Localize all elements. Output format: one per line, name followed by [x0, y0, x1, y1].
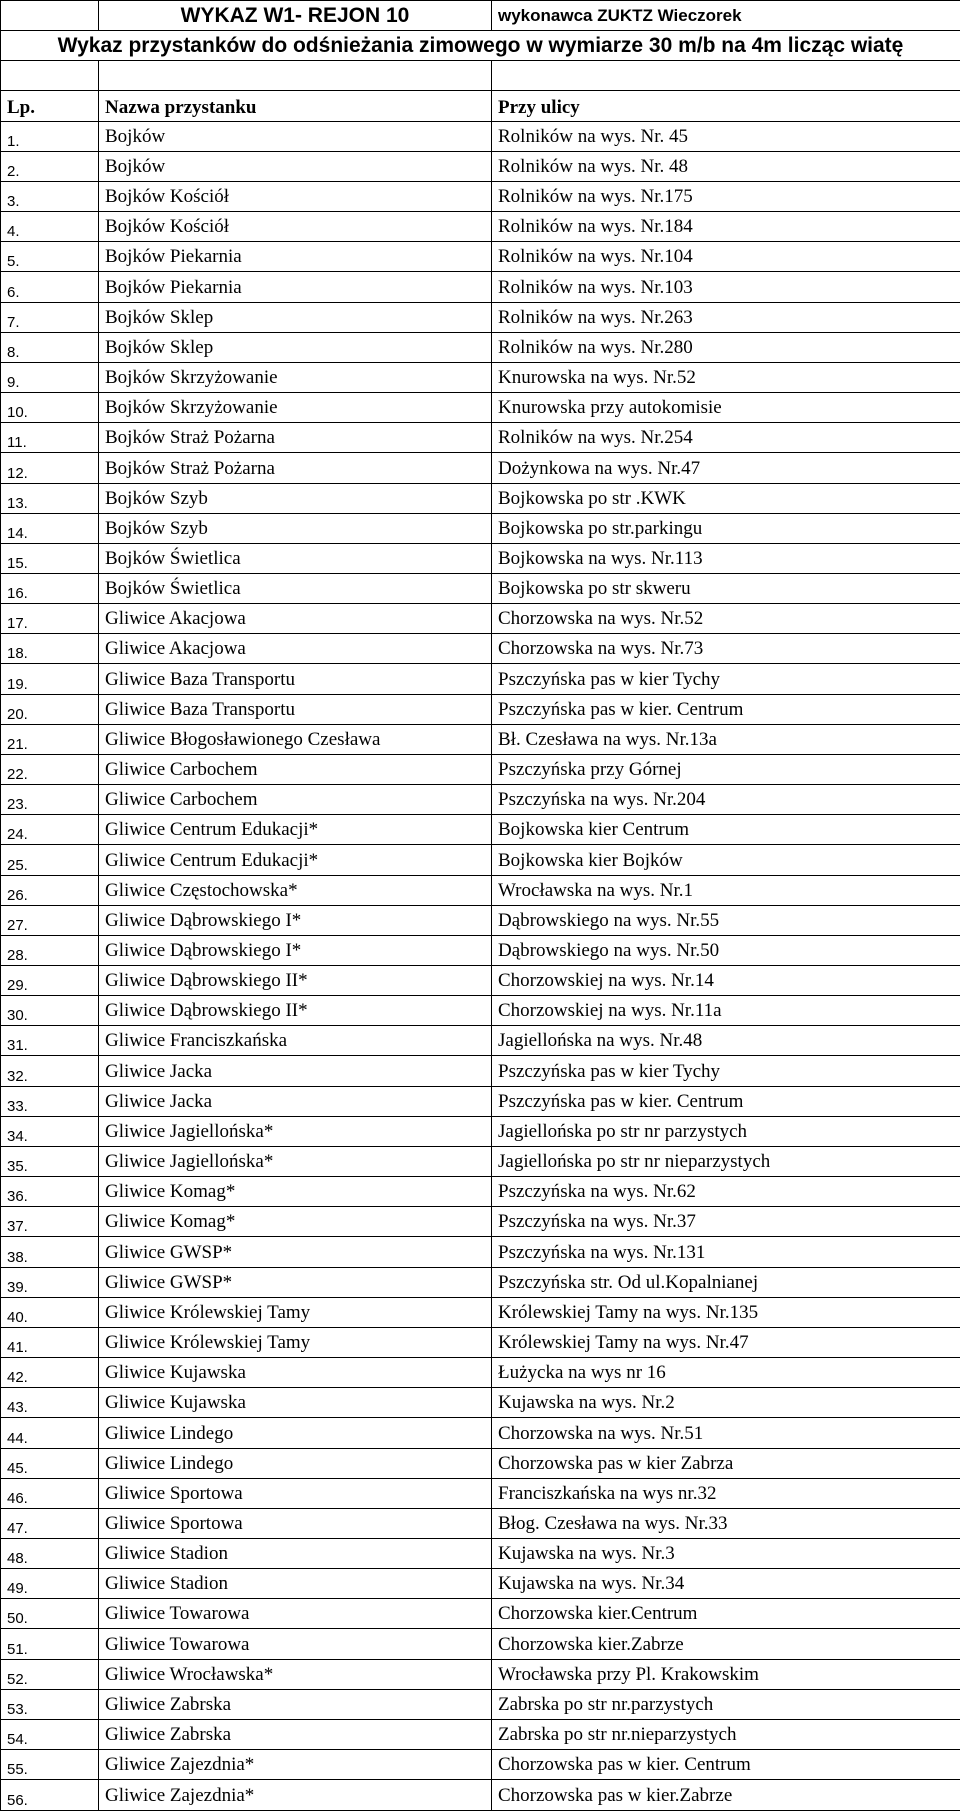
stop-name: Gliwice Dąbrowskiego II* — [99, 996, 492, 1026]
page-title: WYKAZ W1- REJON 10 — [99, 1, 492, 31]
stop-name: Gliwice Jacka — [99, 1056, 492, 1086]
stop-name: Gliwice Wrocławska* — [99, 1659, 492, 1689]
table-row — [1, 302, 960, 332]
stop-street: Rolników na wys. Nr.175 — [492, 181, 960, 211]
table-row — [1, 1569, 960, 1599]
table-row — [1, 1146, 960, 1176]
contractor-label: wykonawca ZUKTZ Wieczorek — [492, 1, 960, 31]
stop-street: Dąbrowskiego na wys. Nr.55 — [492, 905, 960, 935]
row-number: 53. — [1, 1689, 99, 1719]
row-number: 47. — [1, 1508, 99, 1538]
stop-name: Gliwice Towarowa — [99, 1599, 492, 1629]
stop-name: Gliwice Jagiellońska* — [99, 1116, 492, 1146]
row-number: 12. — [1, 453, 99, 483]
stop-name: Gliwice Błogosławionego Czesława — [99, 724, 492, 754]
row-number: 38. — [1, 1237, 99, 1267]
table-row — [1, 242, 960, 272]
stop-street: Rolników na wys. Nr. 48 — [492, 151, 960, 181]
stop-street: Pszczyńska pas w kier Tychy — [492, 664, 960, 694]
stop-name: Bojków Straż Pożarna — [99, 423, 492, 453]
table-row — [1, 423, 960, 453]
stop-street: Zabrska po str nr.parzystych — [492, 1689, 960, 1719]
table-row — [1, 1750, 960, 1780]
table-row — [1, 1237, 960, 1267]
stop-street: Chorzowska kier.Centrum — [492, 1599, 960, 1629]
stop-name: Gliwice Zabrska — [99, 1719, 492, 1749]
table-row — [1, 543, 960, 573]
stop-name: Gliwice Stadion — [99, 1538, 492, 1568]
stop-street: Królewskiej Tamy na wys. Nr.47 — [492, 1327, 960, 1357]
row-number: 31. — [1, 1026, 99, 1056]
stop-street: Chorzowska pas w kier.Zabrze — [492, 1780, 960, 1811]
stop-name: Bojków — [99, 121, 492, 151]
stop-street: Pszczyńska pas w kier. Centrum — [492, 1086, 960, 1116]
row-number: 52. — [1, 1659, 99, 1689]
stop-street: Królewskiej Tamy na wys. Nr.135 — [492, 1297, 960, 1327]
table-row — [1, 1177, 960, 1207]
stop-name: Gliwice Królewskiej Tamy — [99, 1327, 492, 1357]
stop-street: Błog. Czesława na wys. Nr.33 — [492, 1508, 960, 1538]
stop-name: Bojków Skrzyżowanie — [99, 393, 492, 423]
row-number: 17. — [1, 604, 99, 634]
stop-name: Bojków Kościół — [99, 212, 492, 242]
column-header-street: Przy ulicy — [492, 91, 960, 121]
column-header-row — [1, 91, 960, 121]
table-row — [1, 121, 960, 151]
table-row — [1, 815, 960, 845]
document-subtitle: Wykaz przystanków do odśnieżania zimowego w wymiarze 30 m/b na 4m licząc wiatę — [1, 31, 960, 61]
stop-street: Dąbrowskiego na wys. Nr.50 — [492, 935, 960, 965]
table-row — [1, 996, 960, 1026]
stop-street: Chorzowskiej na wys. Nr.11a — [492, 996, 960, 1026]
stop-name: Gliwice Lindego — [99, 1418, 492, 1448]
stop-name: Bojków Sklep — [99, 332, 492, 362]
row-number: 50. — [1, 1599, 99, 1629]
row-number: 42. — [1, 1358, 99, 1388]
table-row — [1, 1418, 960, 1448]
table-row — [1, 1388, 960, 1418]
table-row — [1, 905, 960, 935]
table-row — [1, 362, 960, 392]
stop-name: Gliwice Sportowa — [99, 1478, 492, 1508]
stop-street: Bł. Czesława na wys. Nr.13a — [492, 724, 960, 754]
table-row — [1, 151, 960, 181]
table-row — [1, 453, 960, 483]
stop-street: Knurowska na wys. Nr.52 — [492, 362, 960, 392]
stop-name: Gliwice Dąbrowskiego II* — [99, 966, 492, 996]
stop-street: Kujawska na wys. Nr.34 — [492, 1569, 960, 1599]
stop-name: Gliwice Kujawska — [99, 1358, 492, 1388]
row-number: 24. — [1, 815, 99, 845]
stop-name: Gliwice Zajezdnia* — [99, 1750, 492, 1780]
row-number: 56. — [1, 1780, 99, 1811]
table-row — [1, 483, 960, 513]
row-number: 30. — [1, 996, 99, 1026]
stop-street: Bojkowska na wys. Nr.113 — [492, 543, 960, 573]
stop-name: Gliwice Częstochowska* — [99, 875, 492, 905]
stop-street: Rolników na wys. Nr.254 — [492, 423, 960, 453]
stop-street: Pszczyńska na wys. Nr.37 — [492, 1207, 960, 1237]
row-number: 55. — [1, 1750, 99, 1780]
table-row — [1, 1327, 960, 1357]
row-number: 5. — [1, 242, 99, 272]
stop-name: Bojków Świetlica — [99, 543, 492, 573]
stop-name: Gliwice Centrum Edukacji* — [99, 845, 492, 875]
row-number: 15. — [1, 543, 99, 573]
stop-name: Gliwice Komag* — [99, 1177, 492, 1207]
stop-street: Pszczyńska pas w kier Tychy — [492, 1056, 960, 1086]
title-row — [1, 1, 960, 31]
table-row — [1, 1629, 960, 1659]
stop-street: Kujawska na wys. Nr.3 — [492, 1538, 960, 1568]
table-row — [1, 875, 960, 905]
stop-street: Pszczyńska pas w kier. Centrum — [492, 694, 960, 724]
table-row — [1, 1026, 960, 1056]
stop-name: Gliwice Akacjowa — [99, 634, 492, 664]
stop-street: Pszczyńska na wys. Nr.204 — [492, 785, 960, 815]
blank-cell — [1, 61, 99, 91]
table-row — [1, 694, 960, 724]
stop-street: Rolników na wys. Nr.184 — [492, 212, 960, 242]
table-row — [1, 393, 960, 423]
row-number: 10. — [1, 393, 99, 423]
stop-street: Jagiellońska po str nr parzystych — [492, 1116, 960, 1146]
stop-name: Gliwice Zabrska — [99, 1689, 492, 1719]
stop-street: Rolników na wys. Nr.280 — [492, 332, 960, 362]
stop-street: Kujawska na wys. Nr.2 — [492, 1388, 960, 1418]
row-number: 48. — [1, 1538, 99, 1568]
stop-name: Gliwice Baza Transportu — [99, 664, 492, 694]
row-number: 19. — [1, 664, 99, 694]
stop-street: Bojkowska po str .KWK — [492, 483, 960, 513]
stop-name: Bojków Sklep — [99, 302, 492, 332]
table-row — [1, 1508, 960, 1538]
row-number: 20. — [1, 694, 99, 724]
stop-street: Pszczyńska str. Od ul.Kopalnianej — [492, 1267, 960, 1297]
table-row — [1, 513, 960, 543]
row-number: 29. — [1, 966, 99, 996]
stop-street: Wrocławska na wys. Nr.1 — [492, 875, 960, 905]
stop-name: Gliwice Jagiellońska* — [99, 1146, 492, 1176]
row-number: 26. — [1, 875, 99, 905]
row-number: 11. — [1, 423, 99, 453]
row-number: 21. — [1, 724, 99, 754]
stop-name: Gliwice Dąbrowskiego I* — [99, 935, 492, 965]
row-number: 6. — [1, 272, 99, 302]
table-row — [1, 634, 960, 664]
row-number: 1. — [1, 121, 99, 151]
row-number: 44. — [1, 1418, 99, 1448]
stop-name: Gliwice Baza Transportu — [99, 694, 492, 724]
table-row — [1, 1207, 960, 1237]
stop-street: Jagiellońska po str nr nieparzystych — [492, 1146, 960, 1176]
table-row — [1, 1538, 960, 1568]
row-number: 32. — [1, 1056, 99, 1086]
row-number: 28. — [1, 935, 99, 965]
stop-name: Gliwice GWSP* — [99, 1237, 492, 1267]
stop-name: Bojków Kościół — [99, 181, 492, 211]
stop-name: Gliwice Komag* — [99, 1207, 492, 1237]
stop-name: Gliwice Lindego — [99, 1448, 492, 1478]
stop-street: Zabrska po str nr.nieparzystych — [492, 1719, 960, 1749]
stop-name: Bojków Szyb — [99, 513, 492, 543]
stop-street: Dożynkowa na wys. Nr.47 — [492, 453, 960, 483]
stop-name: Gliwice Jacka — [99, 1086, 492, 1116]
row-number: 8. — [1, 332, 99, 362]
stop-street: Rolników na wys. Nr. 45 — [492, 121, 960, 151]
stop-street: Chorzowska pas w kier. Centrum — [492, 1750, 960, 1780]
stop-street: Pszczyńska na wys. Nr.62 — [492, 1177, 960, 1207]
row-number: 7. — [1, 302, 99, 332]
table-row — [1, 1267, 960, 1297]
stop-street: Bojkowska po str.parkingu — [492, 513, 960, 543]
table-row — [1, 1116, 960, 1146]
stop-street: Chorzowskiej na wys. Nr.14 — [492, 966, 960, 996]
stop-name: Gliwice Centrum Edukacji* — [99, 815, 492, 845]
stop-name: Gliwice Kujawska — [99, 1388, 492, 1418]
row-number: 34. — [1, 1116, 99, 1146]
stop-street: Rolników na wys. Nr.104 — [492, 242, 960, 272]
row-number: 22. — [1, 754, 99, 784]
stop-street: Knurowska przy autokomisie — [492, 393, 960, 423]
table-row — [1, 1478, 960, 1508]
row-number: 40. — [1, 1297, 99, 1327]
stop-name: Gliwice Carbochem — [99, 785, 492, 815]
stop-street: Pszczyńska przy Górnej — [492, 754, 960, 784]
table-row — [1, 1659, 960, 1689]
row-number: 3. — [1, 181, 99, 211]
table-row — [1, 1719, 960, 1749]
stop-street: Rolników na wys. Nr.103 — [492, 272, 960, 302]
blank-cell — [492, 61, 960, 91]
table-row — [1, 1056, 960, 1086]
stop-name: Gliwice GWSP* — [99, 1267, 492, 1297]
stop-name: Gliwice Stadion — [99, 1569, 492, 1599]
stop-name: Gliwice Zajezdnia* — [99, 1780, 492, 1811]
table-row — [1, 212, 960, 242]
stop-street: Pszczyńska na wys. Nr.131 — [492, 1237, 960, 1267]
table-row — [1, 785, 960, 815]
row-number: 36. — [1, 1177, 99, 1207]
stop-name: Gliwice Franciszkańska — [99, 1026, 492, 1056]
row-number: 45. — [1, 1448, 99, 1478]
blank-cell — [1, 1, 99, 31]
stop-name: Bojków — [99, 151, 492, 181]
stop-name: Bojków Straż Pożarna — [99, 453, 492, 483]
stop-street: Rolników na wys. Nr.263 — [492, 302, 960, 332]
row-number: 25. — [1, 845, 99, 875]
stop-name: Gliwice Akacjowa — [99, 604, 492, 634]
subtitle-row — [1, 31, 960, 61]
stop-street: Bojkowska po str skweru — [492, 573, 960, 603]
row-number: 41. — [1, 1327, 99, 1357]
table-row — [1, 1086, 960, 1116]
row-number: 13. — [1, 483, 99, 513]
table-row — [1, 754, 960, 784]
column-header-lp: Lp. — [1, 91, 99, 121]
table-row — [1, 1448, 960, 1478]
stop-name: Bojków Piekarnia — [99, 272, 492, 302]
table-row — [1, 935, 960, 965]
row-number: 43. — [1, 1388, 99, 1418]
stop-name: Gliwice Towarowa — [99, 1629, 492, 1659]
stop-street: Chorzowska na wys. Nr.51 — [492, 1418, 960, 1448]
row-number: 49. — [1, 1569, 99, 1599]
table-row — [1, 1358, 960, 1388]
stop-name: Gliwice Carbochem — [99, 754, 492, 784]
table-row — [1, 1780, 960, 1811]
column-header-name: Nazwa przystanku — [99, 91, 492, 121]
stop-street: Franciszkańska na wys nr.32 — [492, 1478, 960, 1508]
row-number: 51. — [1, 1629, 99, 1659]
spacer-row — [1, 61, 960, 91]
row-number: 46. — [1, 1478, 99, 1508]
table-row — [1, 181, 960, 211]
stop-name: Bojków Świetlica — [99, 573, 492, 603]
row-number: 39. — [1, 1267, 99, 1297]
stop-street: Wrocławska przy Pl. Krakowskim — [492, 1659, 960, 1689]
row-number: 9. — [1, 362, 99, 392]
stop-name: Bojków Szyb — [99, 483, 492, 513]
stop-name: Gliwice Królewskiej Tamy — [99, 1297, 492, 1327]
stop-street: Chorzowska pas w kier Zabrza — [492, 1448, 960, 1478]
row-number: 54. — [1, 1719, 99, 1749]
stop-street: Jagiellońska na wys. Nr.48 — [492, 1026, 960, 1056]
row-number: 35. — [1, 1146, 99, 1176]
row-number: 18. — [1, 634, 99, 664]
stop-street: Chorzowska na wys. Nr.73 — [492, 634, 960, 664]
stop-street: Bojkowska kier Centrum — [492, 815, 960, 845]
stop-name: Bojków Skrzyżowanie — [99, 362, 492, 392]
row-number: 27. — [1, 905, 99, 935]
table-row — [1, 724, 960, 754]
blank-cell — [99, 61, 492, 91]
table-row — [1, 332, 960, 362]
row-number: 23. — [1, 785, 99, 815]
stop-street: Chorzowska na wys. Nr.52 — [492, 604, 960, 634]
stop-street: Bojkowska kier Bojków — [492, 845, 960, 875]
row-number: 33. — [1, 1086, 99, 1116]
table-row — [1, 845, 960, 875]
table-row — [1, 272, 960, 302]
table-row — [1, 966, 960, 996]
table-row — [1, 1599, 960, 1629]
stop-name: Bojków Piekarnia — [99, 242, 492, 272]
row-number: 37. — [1, 1207, 99, 1237]
stop-name: Gliwice Sportowa — [99, 1508, 492, 1538]
table-row — [1, 604, 960, 634]
stop-street: Łużycka na wys nr 16 — [492, 1358, 960, 1388]
row-number: 16. — [1, 573, 99, 603]
table-row — [1, 1689, 960, 1719]
row-number: 2. — [1, 151, 99, 181]
row-number: 4. — [1, 212, 99, 242]
stop-street: Chorzowska kier.Zabrze — [492, 1629, 960, 1659]
table-row — [1, 1297, 960, 1327]
table-row — [1, 573, 960, 603]
table-row — [1, 664, 960, 694]
row-number: 14. — [1, 513, 99, 543]
stop-name: Gliwice Dąbrowskiego I* — [99, 905, 492, 935]
